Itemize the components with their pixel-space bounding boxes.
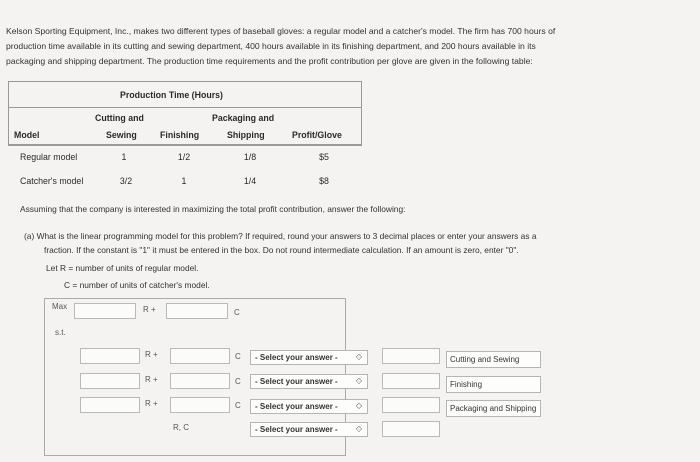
packaging-r-plus: R + <box>145 399 158 408</box>
let-c-text: C = number of units of catcher's model. <box>64 280 210 290</box>
row-regular-cutting: 1 <box>121 152 127 162</box>
col-header-cutting-2: Sewing <box>106 130 137 140</box>
finishing-rhs-input[interactable] <box>382 373 440 389</box>
row-regular-profit: $5 <box>319 152 329 162</box>
packaging-c-coef-input[interactable] <box>170 397 230 413</box>
chevron-down-icon: ◇ <box>355 424 362 433</box>
packaging-r-coef-input[interactable] <box>80 397 140 413</box>
col-header-packaging-1: Packaging and <box>212 113 275 123</box>
intro-line-3: packaging and shipping department. The production time requirements and the profit contribution per glove are given in the following table: <box>6 56 533 66</box>
col-header-finishing: Finishing <box>160 130 200 140</box>
intro-line-2: production time available in its cutting and sewing department, 400 hours available in its finishing department, and 200 hours available in its <box>6 41 536 51</box>
cutting-rhs-input[interactable] <box>382 348 440 364</box>
chevron-down-icon: ◇ <box>355 401 362 410</box>
cutting-constraint-label: Cutting and Sewing <box>446 351 541 368</box>
cutting-select-text: - Select your answer - <box>255 353 338 362</box>
row-catcher-model: Catcher's model <box>20 176 84 186</box>
nonneg-inequality-select[interactable] <box>250 422 368 437</box>
cutting-r-plus: R + <box>145 350 158 359</box>
finishing-c-var: C <box>235 377 241 386</box>
finishing-r-coef-input[interactable] <box>80 373 140 389</box>
col-header-packaging-2: Shipping <box>227 130 265 140</box>
assumption-text: Assuming that the company is interested in maximizing the total profit contribution, answer the following: <box>20 204 406 214</box>
cutting-r-coef-input[interactable] <box>80 348 140 364</box>
table-header-divider <box>8 107 361 108</box>
row-catcher-finishing: 1 <box>181 176 187 186</box>
packaging-inequality-select[interactable] <box>250 399 368 414</box>
chevron-down-icon: ◇ <box>355 352 362 361</box>
finishing-constraint-label: Finishing <box>446 376 541 393</box>
row-regular-model: Regular model <box>20 152 78 162</box>
nonneg-vars-label: R, C <box>173 423 189 432</box>
cutting-c-var: C <box>235 352 241 361</box>
row-catcher-packaging: 1/4 <box>243 176 257 186</box>
nonneg-rhs-input[interactable] <box>382 421 440 437</box>
objective-r-coef-input[interactable] <box>74 303 136 319</box>
col-header-model: Model <box>14 130 40 140</box>
objective-c-coef-input[interactable] <box>166 303 228 319</box>
objective-c-var: C <box>234 308 240 317</box>
packaging-select-text: - Select your answer - <box>255 402 338 411</box>
nonneg-select-text: - Select your answer - <box>255 425 338 434</box>
let-r-text: Let R = number of units of regular model. <box>46 263 199 273</box>
chevron-down-icon: ◇ <box>355 376 362 385</box>
row-catcher-profit: $8 <box>319 176 329 186</box>
cutting-c-coef-input[interactable] <box>170 348 230 364</box>
max-label: Max <box>52 302 68 311</box>
col-header-cutting-1: Cutting and <box>95 113 144 123</box>
packaging-rhs-input[interactable] <box>382 397 440 413</box>
objective-r-plus: R + <box>143 305 156 314</box>
part-a-text-2: fraction. If the constant is "1" it must be entered in the box. Do not round intermediate calculation. If an amount is zero, enter "0". <box>44 245 519 255</box>
packaging-constraint-label: Packaging and Shipping <box>446 400 541 417</box>
intro-line-1: Kelson Sporting Equipment, Inc., makes two different types of baseball gloves: a regular model and a catcher's model. The firm has 700 hours of <box>6 26 556 36</box>
finishing-c-coef-input[interactable] <box>170 373 230 389</box>
st-label: s.t. <box>55 328 66 337</box>
finishing-r-plus: R + <box>145 375 158 384</box>
cutting-inequality-select[interactable] <box>250 350 368 365</box>
table-group-header: Production Time (Hours) <box>120 90 223 100</box>
row-regular-finishing: 1/2 <box>177 152 191 162</box>
row-catcher-cutting: 3/2 <box>119 176 133 186</box>
intro-paragraph <box>6 24 696 69</box>
finishing-inequality-select[interactable] <box>250 374 368 389</box>
finishing-select-text: - Select your answer - <box>255 377 338 386</box>
col-header-profit: Profit/Glove <box>292 130 342 140</box>
row-regular-packaging: 1/8 <box>243 152 257 162</box>
part-a-text-1: (a) What is the linear programming model for this problem? If required, round your answers to 3 decimal places or enter your answers as a <box>24 231 537 241</box>
table-subheader-divider <box>8 144 361 145</box>
packaging-c-var: C <box>235 401 241 410</box>
